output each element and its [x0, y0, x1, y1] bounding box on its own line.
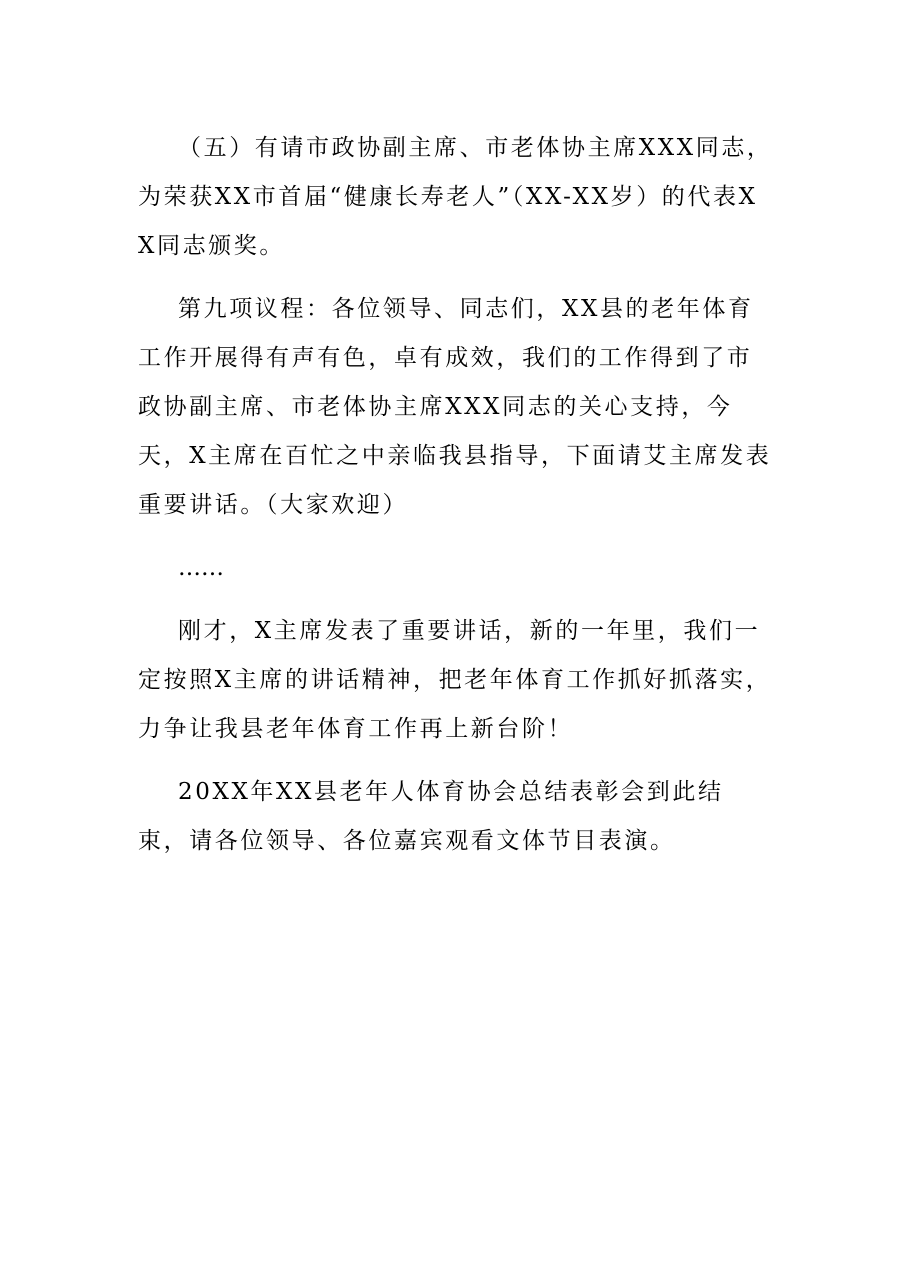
paragraph-award-presentation: （五）有请市政协副主席、市老体协主席XXX同志，为荣获XX市首届“健康长寿老人”（XX-XX岁）的代表XX同志颁奖。 — [138, 135, 773, 259]
paragraph-meeting-end: 20XX年XX县老年人体育协会总结表彰会到此结束，请各位领导、各位嘉宾观看文体节目表演。 — [138, 779, 724, 854]
paragraph-ellipsis: …… — [178, 555, 224, 581]
document-body — [138, 124, 774, 880]
paragraph-closing-remarks: 刚才，X主席发表了重要讲话，新的一年里，我们一定按照X主席的讲话精神，把老年体育工作抓好抓落实，力争让我县老年体育工作再上新台阶！ — [138, 618, 772, 742]
paragraph-agenda-item-nine: 第九项议程：各位领导、同志们，XX县的老年体育工作开展得有声有色，卓有成效，我们的工作得到了市政协副主席、市老体协主席XXX同志的关心支持，今天，X主席在百忙之中亲临我县指导，下面请艾主席发表重要讲话。（大家欢迎） — [138, 296, 772, 518]
